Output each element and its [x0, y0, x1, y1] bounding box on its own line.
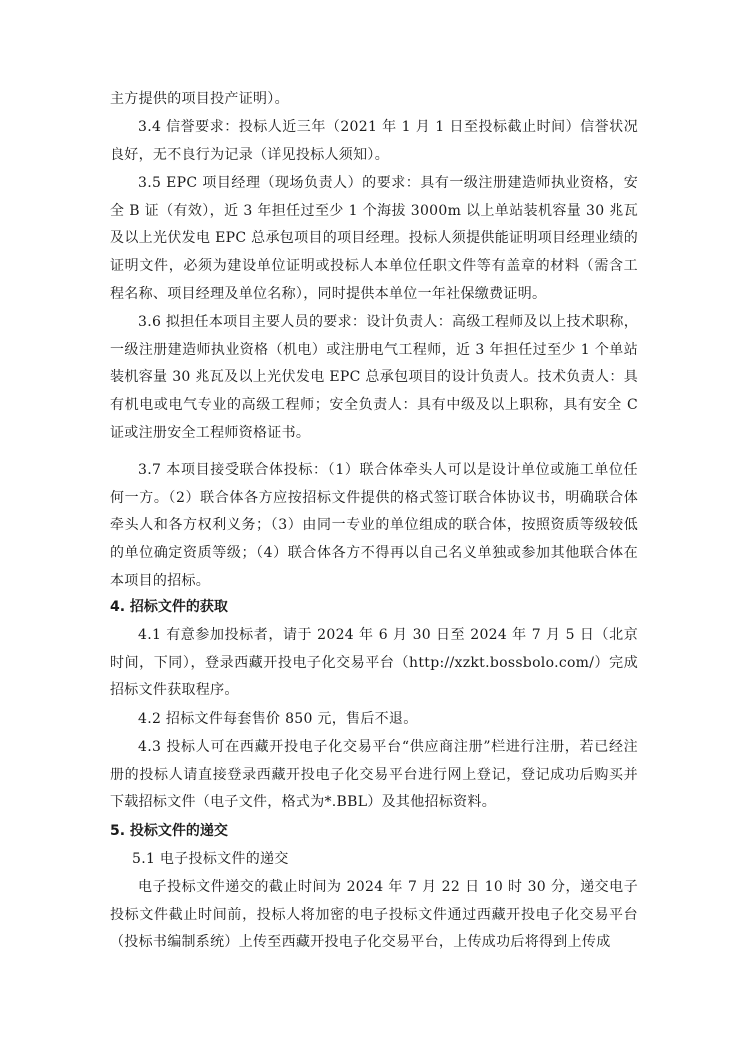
heading-5-bid-submission: 5. 投标文件的递交: [110, 823, 228, 839]
heading-4-tender-docs: 4. 招标文件的获取: [110, 599, 228, 615]
paragraph-submission-deadline: 电子投标文件递交的截止时间为 2024 年 7 月 22 日 10 时 30 分，递交电子投标文件截止时间前，投标人将加密的电子投标文件通过西藏开投电子化交易平台（投标书编制系统）上传至西藏开投电子化交易平台，上传成功后将得到上传成: [110, 879, 638, 951]
paragraph-4-3-registration: 4.3 投标人可在西藏开投电子化交易平台“供应商注册”栏进行注册，若已经注册的投标人请直接登录西藏开投电子化交易平台进行网上登记，登记成功后购买并下载招标文件（电子文件，格式为*.BBL）及其他招标资料。: [110, 739, 638, 811]
paragraph-4-2-price: 4.2 招标文件每套售价 850 元，售后不退。: [138, 711, 418, 727]
paragraph-3-5-epc-manager: 3.5 EPC 项目经理（现场负责人）的要求：具有一级注册建造师执业资格，安全 B 证（有效），近 3 年担任过至少 1 个海拔 3000m 以上单站装机容量 30 兆瓦及以上光伏发电 EPC 总承包项目的项目经理。投标人须提供能证明项目经理业绩的证明文件，必须为建设单位证明或投标人本单位任职文件等有盖章的材料（需含工程名称、项目经理及单位名称），同时提供本单位一年社保缴费证明。: [110, 175, 638, 302]
paragraph-3-7-consortium: 3.7 本项目接受联合体投标：（1）联合体牵头人可以是设计单位或施工单位任何一方。（2）联合体各方应按招标文件提供的格式签订联合体协议书，明确联合体牵头人和各方权利义务；（3）由同一专业的单位组成的联合体，按照资质等级较低的单位确定资质等级；（4）联合体各方不得再以自己名义单独或参加其他联合体在本项目的招标。: [110, 462, 638, 589]
paragraph-4-1-obtain: 4.1 有意参加投标者，请于 2024 年 6 月 30 日至 2024 年 7 月 5 日（北京时间，下同），登录西藏开投电子化交易平台（http://xzkt.bossbolo.com/）完成招标文件获取程序。: [110, 627, 638, 699]
paragraph-project-proof-end: 主方提供的项目投产证明）。: [110, 91, 289, 107]
paragraph-3-4-credit: 3.4 信誉要求：投标人近三年（2021 年 1 月 1 日至投标截止时间）信誉状况良好，无不良行为记录（详见投标人须知）。: [110, 119, 638, 163]
paragraph-5-1-electronic-submission: 5.1 电子投标文件的递交: [132, 851, 289, 867]
paragraph-3-6-key-personnel: 3.6 拟担任本项目主要人员的要求：设计负责人：高级工程师及以上技术职称，一级注册建造师执业资格（机电）或注册电气工程师，近 3 年担任过至少 1 个单站装机容量 30 兆瓦及以上光伏发电 EPC 总承包项目的设计负责人。技术负责人：具有机电或电气专业的高级工程师；安全负责人：具有中级及以上职称，具有安全 C 证或注册安全工程师资格证书。: [110, 314, 638, 441]
